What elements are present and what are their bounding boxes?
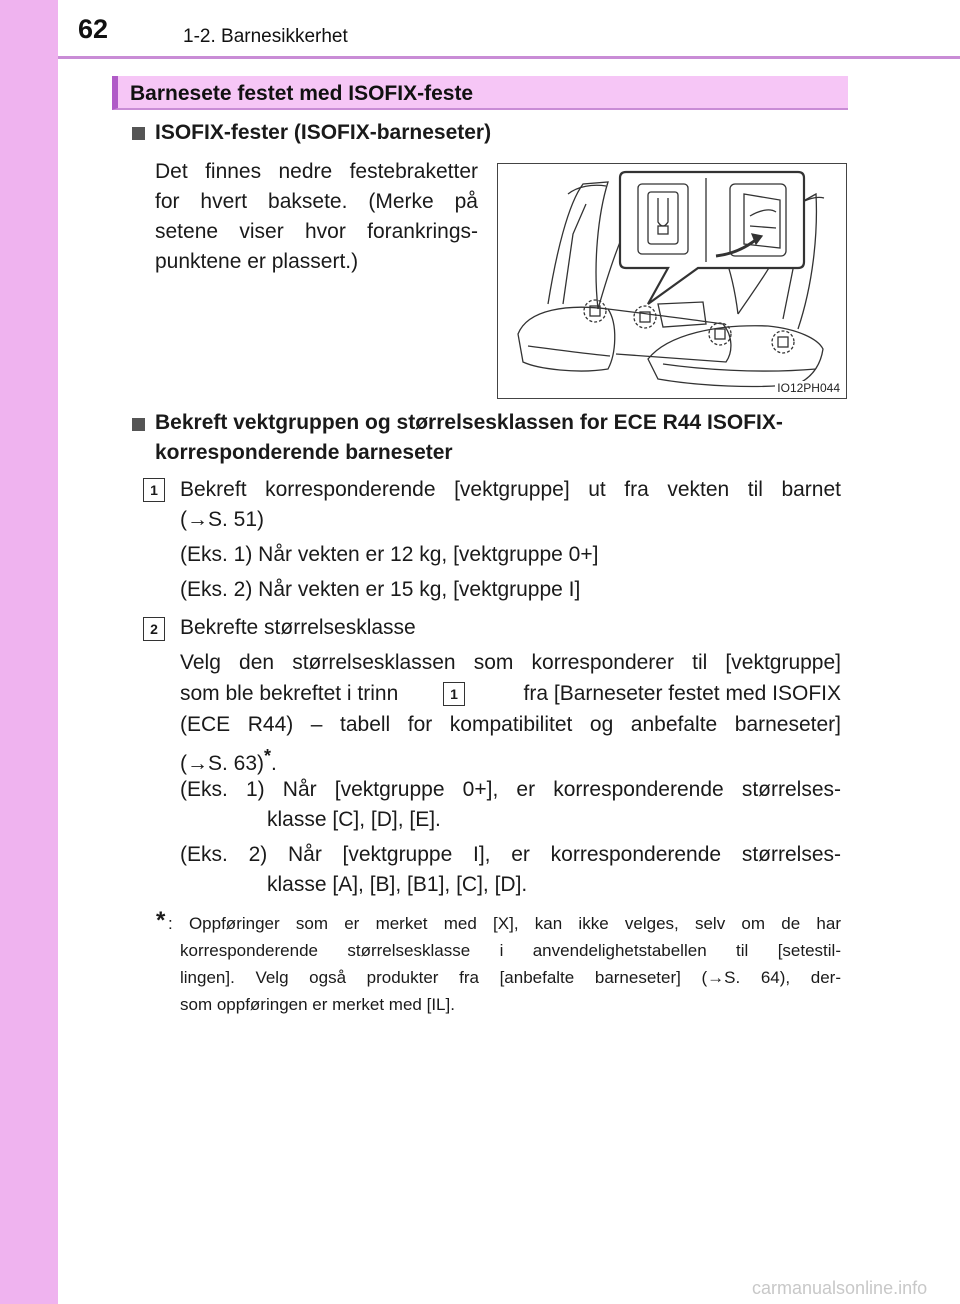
isofix-text-line: punktene er plassert.) (155, 250, 359, 273)
footnote-line: som oppføringen er merket med [IL]. (180, 995, 455, 1014)
footnote-line: korresponderende størrelsesklasse i anvendelighetstabellen til [setestil- (180, 941, 841, 960)
period: . (271, 752, 277, 775)
step-reference-1: 1 (443, 682, 465, 706)
step2-example-1: (Eks. 1) Når [vektgruppe 0+], er korresponderende størrelses- (180, 778, 841, 801)
footnote-line: lingen]. Velg også produkter fra [anbefalte barneseter] (→S. 64), der- (180, 968, 841, 987)
step2-ref-line (180, 741, 277, 779)
step1-example-2: (Eks. 2) Når vekten er 15 kg, [vektgruppe I] (180, 578, 581, 601)
header-rule (58, 56, 960, 59)
step1-text: Bekreft korresponderende [vektgruppe] ut fra vekten til barnet (180, 478, 841, 501)
bullet-square-icon (132, 127, 145, 140)
asterisk-marker: * (264, 746, 272, 766)
step2-example-2: (Eks. 2) Når [vektgruppe I], er korresponderende størrelses- (180, 843, 841, 866)
page-number: 62 (78, 14, 109, 44)
isofix-text-line: setene viser hvor forankrings- (155, 220, 478, 243)
section-heading-text: Barnesete festet med ISOFIX-feste (130, 82, 474, 105)
isofix-text-line: Det finnes nedre festebraketter (155, 160, 478, 183)
step-number-1: 1 (143, 478, 165, 502)
footnote-line: : Oppføringer som er merket med [X], kan ikke velges, selv om de har (168, 914, 841, 933)
figure-code: IO12PH044 (777, 381, 840, 395)
subheading-isofix: ISOFIX-fester (ISOFIX-barneseter) (155, 121, 492, 144)
step-number-2: 2 (143, 617, 165, 641)
subheading-confirm-line1: Bekreft vektgruppen og størrelsesklassen for ECE R44 ISOFIX- (155, 411, 783, 434)
isofix-seat-illustration (497, 163, 847, 399)
step2-example-1-cont: klasse [C], [D], [E]. (267, 808, 441, 831)
step2-text-line: (ECE R44) – tabell for kompatibilitet og anbefalte barneseter] (180, 713, 841, 736)
page-ref: (→S. 63) (180, 752, 265, 775)
step2-text-line: fra [Barneseter festet med ISOFIX (523, 682, 841, 705)
chapter-title: 1-2. Barnesikkerhet (183, 26, 348, 47)
watermark-text: carmanualsonline.info (752, 1278, 928, 1298)
side-margin-band (0, 0, 58, 1304)
step1-example-1: (Eks. 1) Når vekten er 12 kg, [vektgruppe 0+] (180, 543, 599, 566)
rear-seat-drawing (498, 164, 845, 397)
subheading-confirm-line2: korresponderende barneseter (155, 441, 453, 464)
step2-example-2-cont: klasse [A], [B], [B1], [C], [D]. (267, 873, 528, 896)
step2-title: Bekrefte størrelsesklasse (180, 616, 416, 639)
bullet-square-icon (132, 418, 145, 431)
section-heading (112, 76, 848, 110)
step1-ref: (→S. 51) (180, 508, 265, 531)
step2-text-line: Velg den størrelsesklassen som korresponderer til [vektgruppe] (180, 651, 841, 674)
isofix-text-line: for hvert baksete. (Merke på (155, 190, 478, 213)
footnote-asterisk: * (156, 907, 166, 934)
step2-text-line: som ble bekreftet i trinn (180, 682, 399, 705)
